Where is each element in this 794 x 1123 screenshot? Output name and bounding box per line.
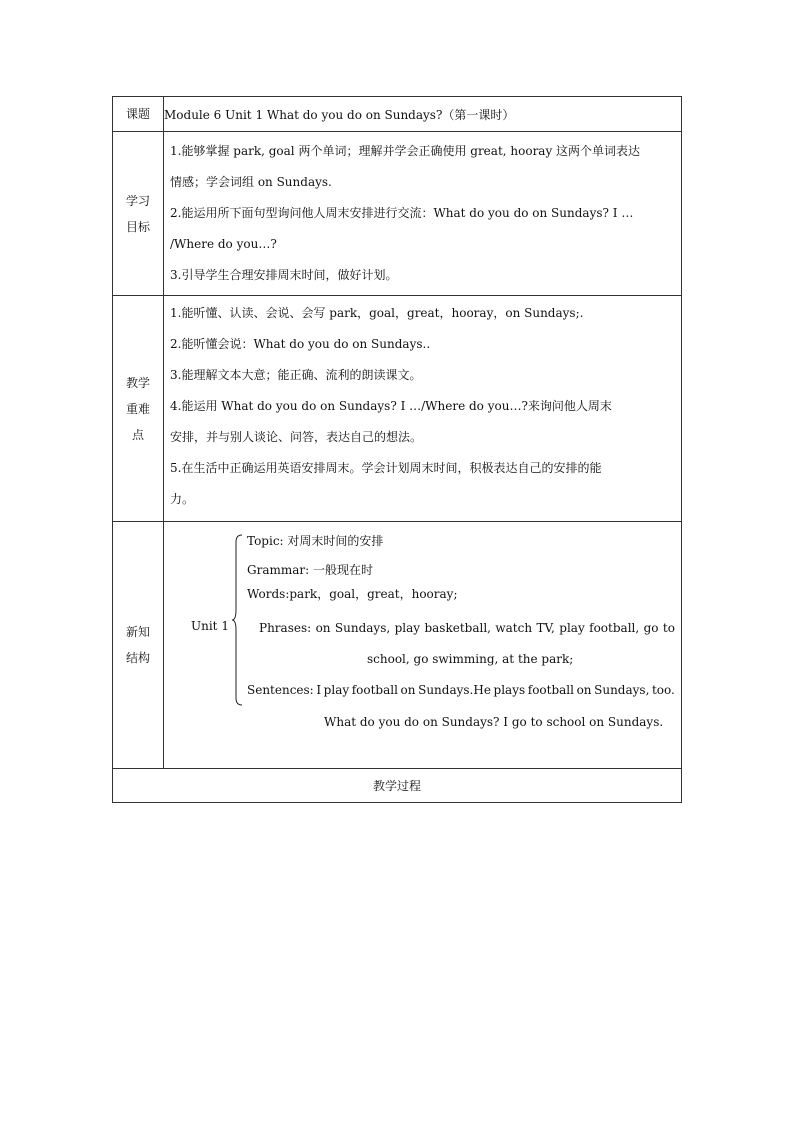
knowledge-structure-content	[164, 522, 682, 769]
key-points-row	[113, 296, 682, 522]
learning-goals-content	[164, 132, 682, 296]
sentences-line-continued: What do you do on Sundays? I go to school on Sundays.	[324, 715, 664, 729]
goal-line: 1.能够掌握 park, goal 两个单词；理解并学会正确使用 great, hooray 这两个单词表达	[170, 144, 641, 158]
teaching-process-row	[113, 769, 682, 803]
learning-goals-row	[113, 132, 682, 296]
key-point-line: 2.能听懂会说：What do you do on Sundays..	[170, 337, 431, 351]
key-point-line: 4.能运用 What do you do on Sundays? I …/Where do you…?来询问他人周末	[170, 399, 612, 413]
structure-diagram	[164, 522, 681, 768]
goal-line: /Where do you…?	[170, 237, 277, 251]
title-row	[113, 97, 682, 132]
learning-goals-label: 学习 目标	[113, 132, 164, 296]
key-point-line: 1.能听懂、认读、会说、会写 park，goal，great，hooray，on Sundays;.	[170, 306, 584, 320]
phrases-line-continued: school, go swimming, at the park;	[367, 652, 574, 666]
key-point-line: 3.能理解文本大意；能正确、流利的朗读课文。	[170, 368, 422, 382]
key-points-label: 教学 重难 点	[113, 296, 164, 522]
knowledge-structure-label: 新知 结构	[113, 522, 164, 769]
teaching-process-heading: 教学过程	[113, 769, 682, 803]
sentences-line: Sentences: I play football on Sundays.He plays football on Sundays, too.	[247, 683, 675, 697]
words-line: Words:park，goal，great，hooray;	[247, 587, 458, 601]
left-brace-icon	[232, 534, 244, 706]
key-point-line: 5.在生活中正确运用英语安排周末。学会计划周末时间，积极表达自己的安排的能	[170, 461, 602, 475]
goal-line: 情感；学会词组 on Sundays.	[170, 175, 332, 189]
key-point-line: 力。	[170, 492, 195, 506]
topic-label: 课题	[113, 97, 164, 132]
goal-line: 2.能运用所下面句型询问他人周末安排进行交流：What do you do on Sundays? I …	[170, 206, 634, 220]
knowledge-structure-row	[113, 522, 682, 769]
goal-line: 3.引导学生合理安排周末时间，做好计划。	[170, 268, 398, 282]
phrases-line: Phrases: on Sundays, play basketball, watch TV, play football, go to	[259, 621, 675, 635]
topic-line: Topic: 对周末时间的安排	[247, 534, 384, 548]
key-point-line: 安排，并与别人谈论、问答，表达自己的想法。	[170, 430, 423, 444]
unit-label: Unit 1	[191, 619, 229, 633]
lesson-plan-table	[112, 96, 682, 803]
grammar-line: Grammar: 一般现在时	[247, 563, 373, 577]
lesson-title: Module 6 Unit 1 What do you do on Sundays?（第一课时）	[164, 97, 682, 132]
key-points-content	[164, 296, 682, 522]
